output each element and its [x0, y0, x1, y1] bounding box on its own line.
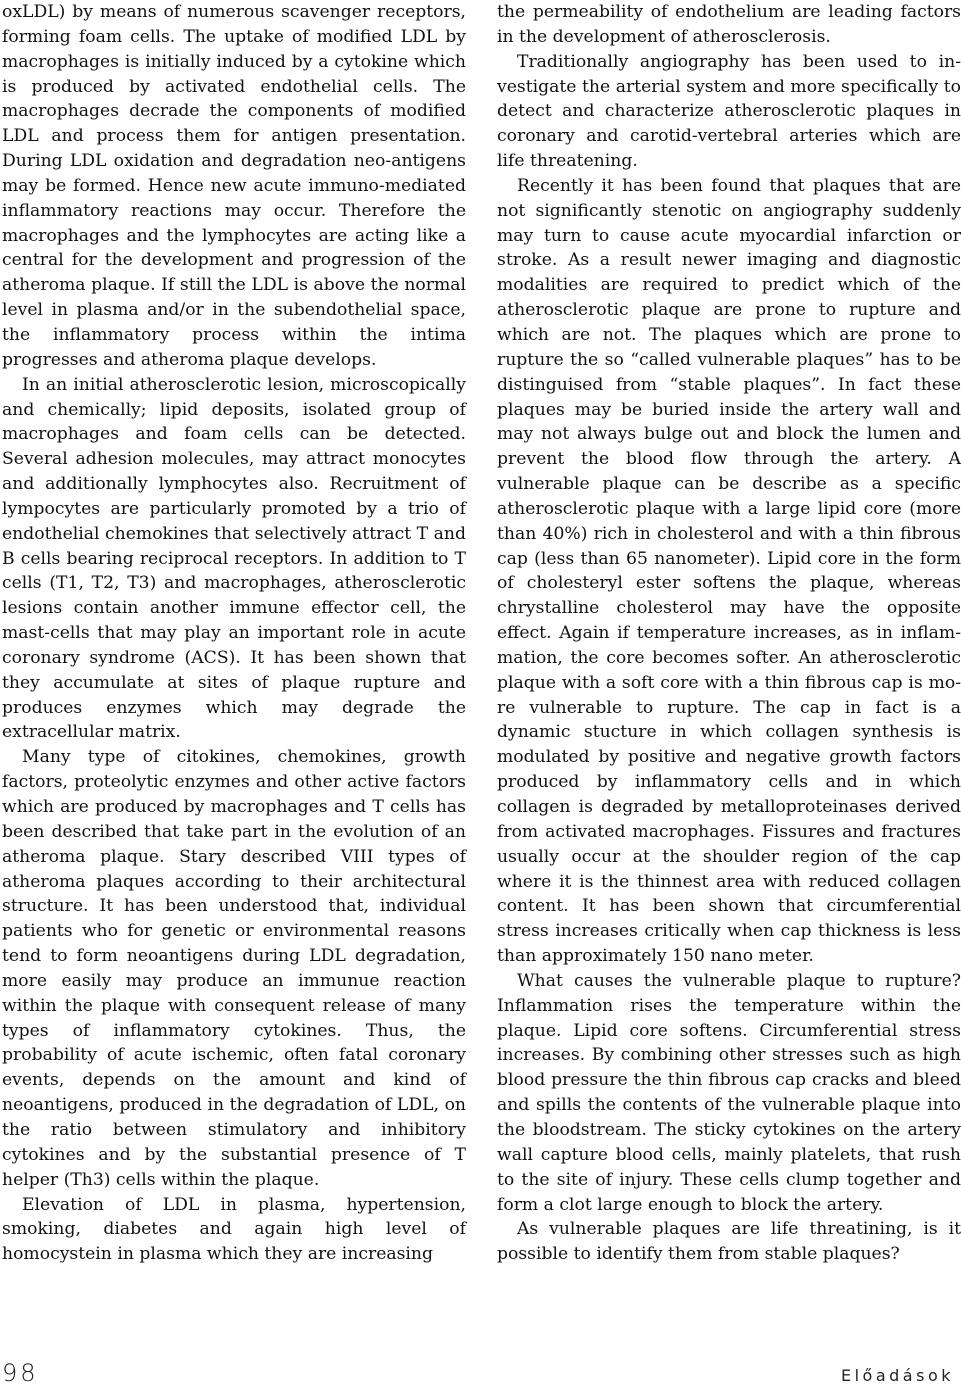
right-text-column: [497, 0, 961, 1267]
paragraph: Many type of citokines, chemokines, growth factors, proteolytic enzymes and other active factors which are produced by macrophages and T cells has been described that take part in the evolution of an atheroma plaque. Stary described VIII types of atheroma plaques according to their architectural structure. It has been understood that, individual patients who for genetic or environmental reasons tend to form neoantigens during LDL degradation, more easily may produce an immunue reaction within the plaque with consequent release of many types of inflammatory cytokines. Thus, the probability of acute ischemic, often fatal coronary events, depends on the amount and kind of neoantigens, produced in the degradation of LDL, on the ratio between stimulatory and inhibitory cytokines and by the substantial presence of T helper (Th3) cells within the plaque.: [2, 747, 466, 1190]
paragraph: In an initial atherosclerotic lesion, microscopically and chemically; lipid deposits, isolated group of macrophages and foam cells can be detected. Several adhesion molecules, may attract monocytes and additionally lymphocytes also. Recruitment of lympocytes are particularly promoted by a trio of endothelial chemokines that selectively attract T and B cells bearing reciprocal receptors. In addition to T cells (T1, T2, T3) and macrophages, atherosclerotic lesions contain another immune effector cell, the mast-cells that may play an important role in acute coronary syndrome (ACS). It has been shown that they accumulate at sites of plaque rupture and produces enzymes which may degrade the extracellular matrix.: [2, 374, 466, 743]
paragraph: the permeability of endothelium are leading factors in the development of atherosclerosis.: [497, 2, 961, 47]
paragraph: Traditionally angiography has been used to investigate the arterial system and more specifically to detect and characterize atherosclerotic plaques in coronary and carotid-vertebral arteries which are life threatening.: [497, 51, 961, 172]
paragraph: Recently it has been found that plaques that are not significantly stenotic on angiography suddenly may turn to cause acute myocardial infarction or stroke. As a result newer imaging and diagnostic modalities are required to predict which of the atherosclerotic plaque are prone to rupture and which are not. The plaques which are prone to rupture the so “called vulnerable plaques” has to be distinguised from “stable plaques”. In fact these plaques may be buried inside the artery wall and may not always bulge out and block the lumen and prevent the blood flow through the artery. A vulnerable plaque can be describe as a specific atherosclerotic plaque with a large lipid core (more than 40%) rich in cholesterol and with a thin fibrous cap (less than 65 nanometer). Lipid core in the form of cholesteryl ester softens the plaque, whereas chrystalline cholesterol may have the opposite effect. Again if temperature increases, as in inflammation, the core becomes softer. An atherosclerotic plaque with a soft core with a thin fibrous cap is more vulnerable to rupture. The cap in fact is a dynamic stucture in which collagen synthesis is modulated by positive and negative growth factors produced by inflammatory cells and in which collagen is degraded by metalloproteinases derived from activated macrophages. Fissures and fractures usually occur at the shoulder region of the cap where it is the thinnest area with reduced collagen content. It has been shown that circumferential stress increases critically when cap thickness is less than approximately 150 nano meter.: [497, 175, 961, 967]
paragraph: oxLDL) by means of numerous scavenger receptors, forming foam cells. The uptake of modified LDL by macrophages is initially induced by a cytokine which is produced by activated endothelial cells. The macrophages decrade the components of modified LDL and process them for antigen presentation. During LDL oxidation and degradation neo-antigens may be formed. Hence new acute immuno-mediated inflammatory reactions may occur. Therefore the macrophages and the lymphocytes are acting like a central for the development and progression of the atheroma plaque. If still the LDL is above the normal level in plasma and/or in the subendothelial space, the inflammatory process within the intima progresses and atheroma plaque develops.: [2, 2, 466, 370]
left-text-column: [2, 0, 466, 1267]
paragraph: What causes the vulnerable plaque to rupture? Inflammation rises the temperature within the plaque. Lipid core softens. Circumferential stress increases. By combining other stresses such as high blood pressure the thin fibrous cap cracks and bleed and spills the contents of the vulnerable plaque into the bloodstream. The sticky cytokines on the artery wall capture blood cells, mainly platelets, that rush to the site of injury. These cells clump together and form a clot large enough to block the artery.: [497, 970, 961, 1215]
page-number: 98: [2, 1359, 39, 1387]
paragraph: Elevation of LDL in plasma, hypertension, smoking, diabetes and again high level of homocystein in plasma which they are increasing: [2, 1194, 466, 1265]
running-footer-title: Előadások: [841, 1366, 954, 1385]
paragraph: As vulnerable plaques are life threatining, is it possible to identify them from stable plaques?: [497, 1219, 961, 1265]
